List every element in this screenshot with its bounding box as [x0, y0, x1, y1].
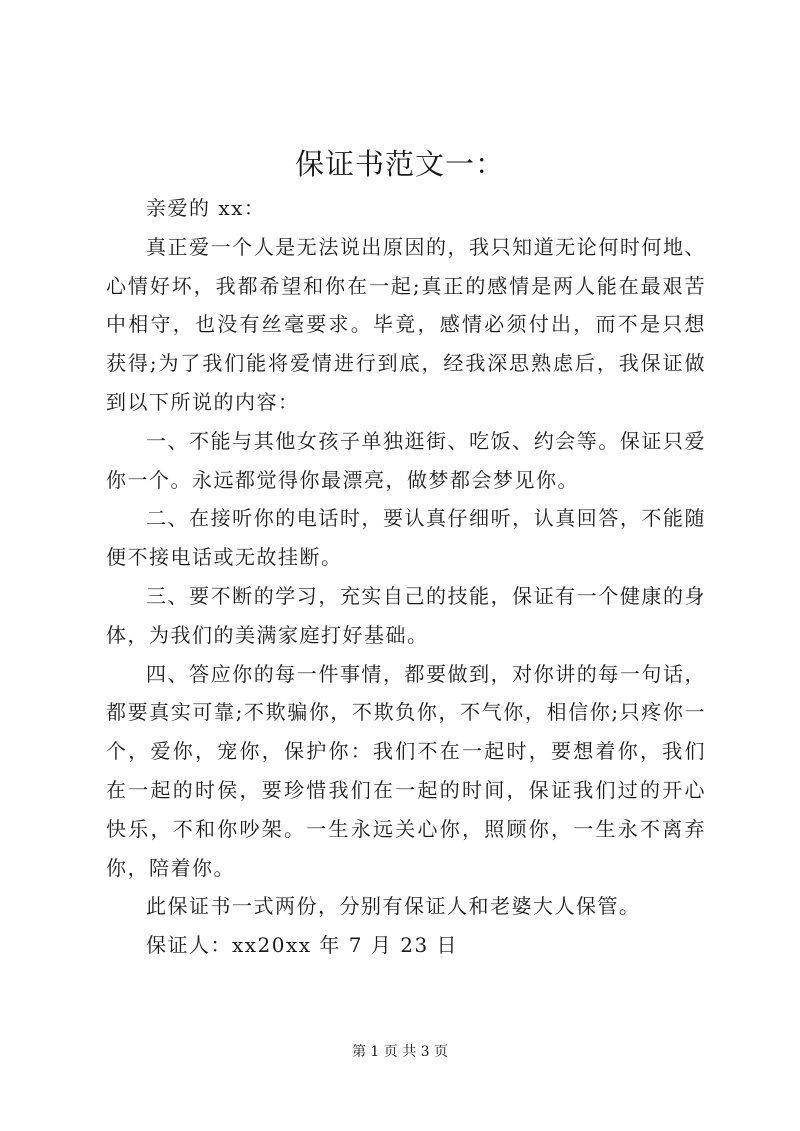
document-body	[106, 189, 706, 965]
body-paragraph-item-3: 三、要不断的学习，充实自己的技能，保证有一个健康的身体，为我们的美满家庭打好基础。	[106, 583, 706, 647]
body-paragraph-intro: 真正爱一个人是无法说出原因的，我只知道无论何时何地、心情好坏，我都希望和你在一起;真正的感情是两人能在最艰苦中相守，也没有丝毫要求。毕竟，感情必须付出，而不是只想获得;为了我们能将爱情进行到底，经我深思熟虑后，我保证做到以下所说的内容：	[106, 234, 706, 414]
body-paragraph-item-1: 一、不能与其他女孩子单独逛街、吃饭、约会等。保证只爱你一个。永远都觉得你最漂亮，做梦都会梦见你。	[106, 428, 706, 492]
document-title: 保证书范文一：	[294, 147, 505, 181]
body-paragraph-item-2: 二、在接听你的电话时，要认真仔细听，认真回答，不能随便不接电话或无故挂断。	[106, 506, 706, 570]
salutation: 亲爱的 xx：	[146, 196, 266, 220]
body-paragraph-item-4: 四、答应你的每一件事情，都要做到，对你讲的每一句话，都要真实可靠;不欺骗你，不欺负你，不气你，相信你;只疼你一个，爱你，宠你，保护你：我们不在一起时，要想着你，我们在一起的时侯，要珍惜我们在一起的时间，保证我们过的开心快乐，不和你吵架。一生永远关心你，照顾你，一生永不离弃你，陪着你。	[106, 661, 706, 880]
body-paragraph-copies: 此保证书一式两份，分别有保证人和老婆大人保管。	[146, 894, 641, 919]
page-number-footer: 第 1 页 共 3 页	[351, 1044, 449, 1060]
signature-line: 保证人：xx20xx 年 7 月 23 日	[146, 933, 459, 958]
